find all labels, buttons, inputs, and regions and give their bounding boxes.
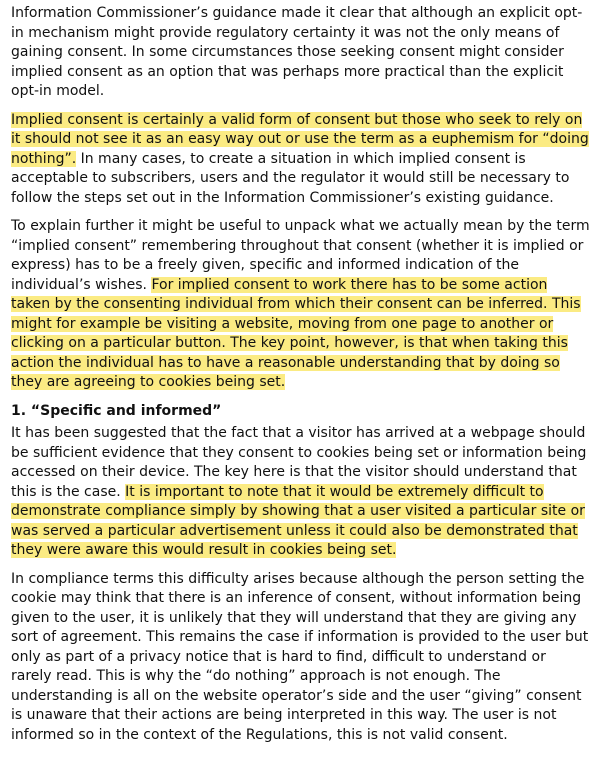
- paragraph-1: [11, 4, 590, 102]
- text-segment: In many cases, to create a situation in which implied consent is acceptable to subscribers, users and the regulator it would still be necessary to follow the steps set out in the Information Commissioner’s existing guidance.: [11, 150, 570, 206]
- section-heading: 1. “Specific and informed”: [11, 402, 222, 419]
- text-segment: Information Commissioner’s guidance made it clear that although an explicit opt-in mechanism might provide regulatory certainty it was not the only means of gaining consent. In some circumstances those seeking consent might consider implied consent as an option that was perhaps more practical than the explicit opt-in model.: [11, 5, 583, 99]
- highlighted-text: Implied consent is certainly a valid form of consent but those who seek to rely on it should not see it as an easy way out or use the term as a euphemism for “doing nothing”.: [11, 111, 589, 167]
- text-segment: In compliance terms this difficulty arises because although the person setting the cookie may think that there is an inference of consent, without information being given to the user, it is unlikely that they will understand that they are giving any sort of agreement. This remains the case if information is provided to the user but only as part of a privacy notice that is hard to find, difficult to understand or rarely read. This is why the “do nothing” approach is not enough. The understanding is all on the website operator’s side and the user “giving” consent is unaware that their actions are being interpreted in this way. The user is not informed so in the context of the Regulations, this is not valid consent.: [11, 570, 589, 743]
- highlighted-text: For implied consent to work there has to be some action taken by the consenting individual from which their consent can be inferred. This might for example be visiting a website, moving from one page to another or clicking on a particular button. The key point, however, is that when taking this action the individual has to have a reasonable understanding that by doing so they are agreeing to cookies being set.: [11, 276, 581, 390]
- highlighted-text: It is important to note that it would be extremely difficult to demonstrate compliance simply by showing that a user visited a particular site or was served a particular advertisement unless it could also be demonstrated that they were aware this would result in cookies being set.: [11, 483, 585, 558]
- paragraph-5: [11, 570, 590, 746]
- text-segment: To explain further it might be useful to unpack what we actually mean by the term “implied consent” remembering throughout that consent (whether it is implied or express) has to be a freely given, specific and informed indication of the individual’s wishes.: [11, 218, 590, 293]
- paragraph-3: [11, 217, 590, 393]
- text-segment: It has been suggested that the fact that a visitor has arrived at a webpage should be sufficient evidence that they consent to cookies being set or information being accessed on their device. The key here is that the visitor should understand that this is the case.: [11, 425, 587, 500]
- paragraph-2: [11, 111, 590, 209]
- paragraph-4: [11, 424, 590, 561]
